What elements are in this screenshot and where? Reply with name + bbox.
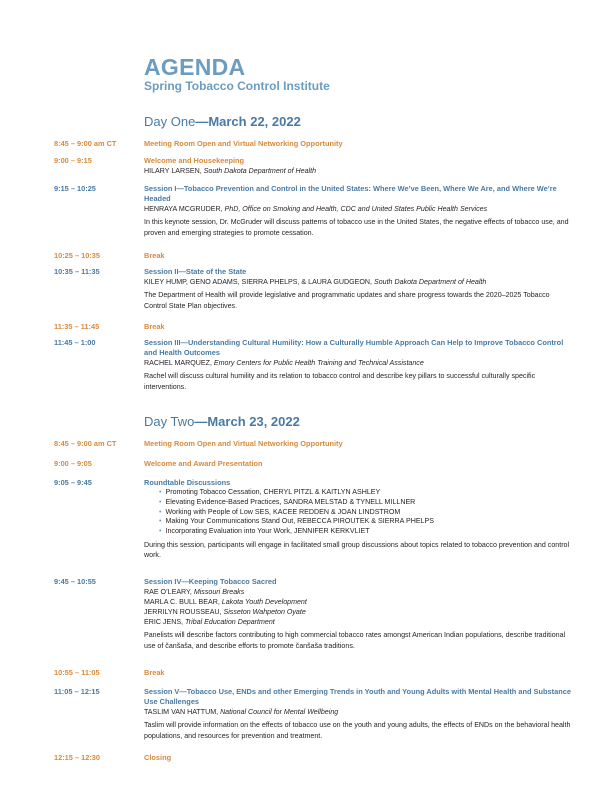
item-time: 10:25 – 10:35 <box>54 251 101 260</box>
list-item-text: Making Your Communications Stand Out, REBECCA PIROUTEK & SIERRA PHELPS <box>165 517 434 526</box>
speaker-org: National Council for Mental Wellbeing <box>220 708 339 716</box>
day-two-label: Day Two <box>144 414 195 429</box>
item-description: The Department of Health will provide legislative and programmatic updates and share progress towards the 2020–2025 Tobacco Control State Plan objectives. <box>144 291 550 310</box>
item-description: Taslim will provide information on the effects of tobacco use on the youth and young adults, the effects of ENDs on the behavioral health populations, and resources for prevention and treatment. <box>144 721 571 740</box>
day-two-heading <box>144 414 300 430</box>
item-time: 9:00 – 9:05 <box>54 459 92 468</box>
list-item <box>159 508 574 518</box>
item-title: Break <box>144 668 165 677</box>
speaker-name: ERIC JENS, <box>144 618 185 626</box>
item-time: 11:45 – 1:00 <box>54 338 96 347</box>
speaker-line <box>144 587 574 597</box>
page-subtitle: Spring Tobacco Control Institute <box>144 79 330 93</box>
item-time: 11:35 – 11:45 <box>54 322 100 331</box>
speaker-org: Lakota Youth Development <box>221 598 307 606</box>
item-title: Session IV—Keeping Tobacco Sacred <box>144 577 277 586</box>
speaker-line <box>144 617 574 627</box>
item-title: Welcome and Award Presentation <box>144 459 263 468</box>
item-title: Session II—State of the State <box>144 267 247 276</box>
list-item-text: Elevating Evidence-Based Practices, SANDRA MELSTAD & TYNELL MILLNER <box>165 497 416 506</box>
bullet-icon: • <box>159 507 162 516</box>
speaker-name: RACHEL MARQUEZ, <box>144 359 214 367</box>
bullet-icon: • <box>159 517 162 526</box>
speaker-name: HILARY LARSEN, <box>144 167 204 175</box>
list-item <box>159 517 574 527</box>
item-title: Closing <box>144 753 172 762</box>
speaker-line <box>144 166 574 176</box>
day-one-date: March 22, 2022 <box>208 114 301 129</box>
day-one-heading <box>144 114 301 130</box>
item-title: Break <box>144 322 165 331</box>
item-description: During this session, participants will engage in facilitated small group discussions about topics related to tobacco prevention and control work. <box>144 540 570 560</box>
speaker-name: MARLA C. BULL BEAR, <box>144 598 222 606</box>
item-description: In this keynote session, Dr. McGruder will discuss patterns of tobacco use in the United States, the negative effects of tobacco use, and proven and emerging strategies to promote cessation. <box>144 218 569 237</box>
item-time: 9:00 – 9:15 <box>54 156 92 165</box>
item-description: Panelists will describe factors contributing to high commercial tobacco rates amongst American Indian populations, describe traditional use of čanšaša, and describe efforts to promote čanšaša traditions. <box>144 631 566 650</box>
item-time: 12:15 – 12:30 <box>54 753 101 762</box>
item-title: Session III—Understanding Cultural Humility: How a Culturally Humble Approach Can Help to Improve Tobacco Control and Health Outcomes <box>144 338 564 357</box>
speaker-org: Missouri Breaks <box>193 588 245 596</box>
day-two-date: March 23, 2022 <box>207 414 300 429</box>
item-title: Welcome and Housekeeping <box>144 156 245 165</box>
roundtable-list <box>144 488 574 537</box>
item-title: Session I—Tobacco Prevention and Control in the United States: Where We’ve Been, Where We Are, and Where We’re Headed <box>144 184 557 203</box>
speaker-line <box>144 607 574 617</box>
speaker-org: South Dakota Department of Health <box>373 278 487 286</box>
list-item <box>159 498 574 508</box>
speaker-line <box>144 358 574 368</box>
speaker-name: TASLIM VAN HATTUM, <box>144 708 221 716</box>
day-one-dash: — <box>195 114 209 129</box>
day-one-label: Day One <box>144 114 196 129</box>
item-time: 10:35 – 11:35 <box>54 267 100 276</box>
speaker-name: KILEY HUMP, GENO ADAMS, SIERRA PHELPS, & LAURA GUDGEON, <box>144 278 374 286</box>
item-time: 10:55 – 11:05 <box>54 668 100 677</box>
speaker-org: Sisseton Wahpeton Oyate <box>223 608 306 616</box>
item-title: Break <box>144 251 165 260</box>
item-time: 8:45 – 9:00 am CT <box>54 139 117 148</box>
item-title: Meeting Room Open and Virtual Networking Opportunity <box>144 439 343 448</box>
item-title: Session V—Tobacco Use, ENDs and other Emerging Trends in Youth and Young Adults with Mental Health and Substance Use Challenges <box>144 687 571 706</box>
speaker-name: JERRILYN ROUSSEAU, <box>144 608 224 616</box>
speaker-line <box>144 204 574 214</box>
item-time: 9:15 – 10:25 <box>54 184 96 193</box>
list-item-text: Working with People of Low SES, KACEE REDDEN & JOAN LINDSTROM <box>165 507 401 516</box>
item-title: Roundtable Discussions <box>144 478 231 487</box>
speaker-line <box>144 707 574 717</box>
item-time: 8:45 – 9:00 am CT <box>54 439 117 448</box>
day-two-dash: — <box>194 414 208 429</box>
list-item-text: Incorporating Evaluation into Your Work, JENNIFER KERKVLIET <box>165 527 370 536</box>
speaker-name: HENRAYA MCGRUDER, <box>144 205 225 213</box>
speaker-org: Emory Centers for Public Health Training and Technical Assistance <box>213 359 424 367</box>
speaker-org: Tribal Education Department <box>185 618 275 626</box>
item-time: 11:05 – 12:15 <box>54 687 100 696</box>
item-description: Rachel will discuss cultural humility and its relation to tobacco control and describe key pillars to successful culturally specific interventions. <box>144 372 536 391</box>
speaker-name: RAE O’LEARY, <box>144 588 194 596</box>
item-title: Meeting Room Open and Virtual Networking Opportunity <box>144 139 343 148</box>
bullet-icon: • <box>159 497 162 506</box>
list-item <box>159 527 574 537</box>
speaker-line <box>144 277 574 287</box>
item-time: 9:05 – 9:45 <box>54 478 92 487</box>
speaker-line <box>144 597 574 607</box>
item-time: 9:45 – 10:55 <box>54 577 96 586</box>
bullet-icon: • <box>159 527 162 536</box>
list-item <box>159 488 574 498</box>
bullet-icon: • <box>159 488 162 496</box>
speaker-org: PhD, Office on Smoking and Health, CDC and United States Public Health Services <box>224 205 488 213</box>
page-title: AGENDA <box>144 54 246 80</box>
speaker-org: South Dakota Department of Health <box>203 167 317 175</box>
list-item-text: Promoting Tobacco Cessation, CHERYL PITZL & KAITLYN ASHLEY <box>165 488 381 496</box>
